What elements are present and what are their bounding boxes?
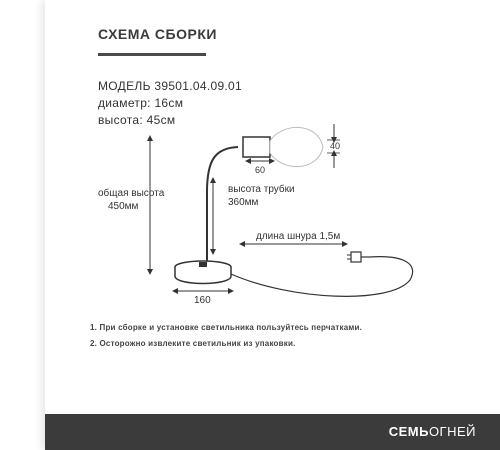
tube-height-value: 360мм — [228, 197, 259, 208]
tube-height-label: высота трубки — [228, 184, 295, 195]
brand-logo — [389, 424, 476, 439]
lamp-bulb — [270, 127, 323, 166]
power-cord — [231, 257, 413, 297]
lamp-base-body — [175, 267, 231, 284]
page-title: СХЕМА СБОРКИ — [98, 26, 217, 42]
lamp-head-socket — [243, 137, 270, 157]
head-width-label: 60 — [255, 165, 266, 175]
power-plug — [351, 252, 361, 262]
note-packaging: 2. Осторожно извлеките светильник из упаковки. — [90, 339, 296, 348]
total-height-label: общая высота — [98, 188, 165, 199]
spec-height: высота: 45см — [98, 113, 176, 127]
note-gloves: 1. При сборке и установке светильника пользуйтесь перчатками. — [90, 323, 363, 332]
brand-name-light: ОГНЕЙ — [428, 424, 476, 439]
brand-name-bold: СЕМЬ — [388, 424, 429, 439]
spec-model: МОДЕЛЬ 39501.04.09.01 — [98, 79, 242, 93]
spec-diameter: диаметр: 16см — [98, 96, 184, 110]
cord-length-label: длина шнура 1,5м — [256, 231, 341, 242]
head-height-label: 40 — [330, 141, 341, 151]
base-width-label: 160 — [194, 295, 211, 306]
total-height-value: 450мм — [108, 201, 139, 212]
